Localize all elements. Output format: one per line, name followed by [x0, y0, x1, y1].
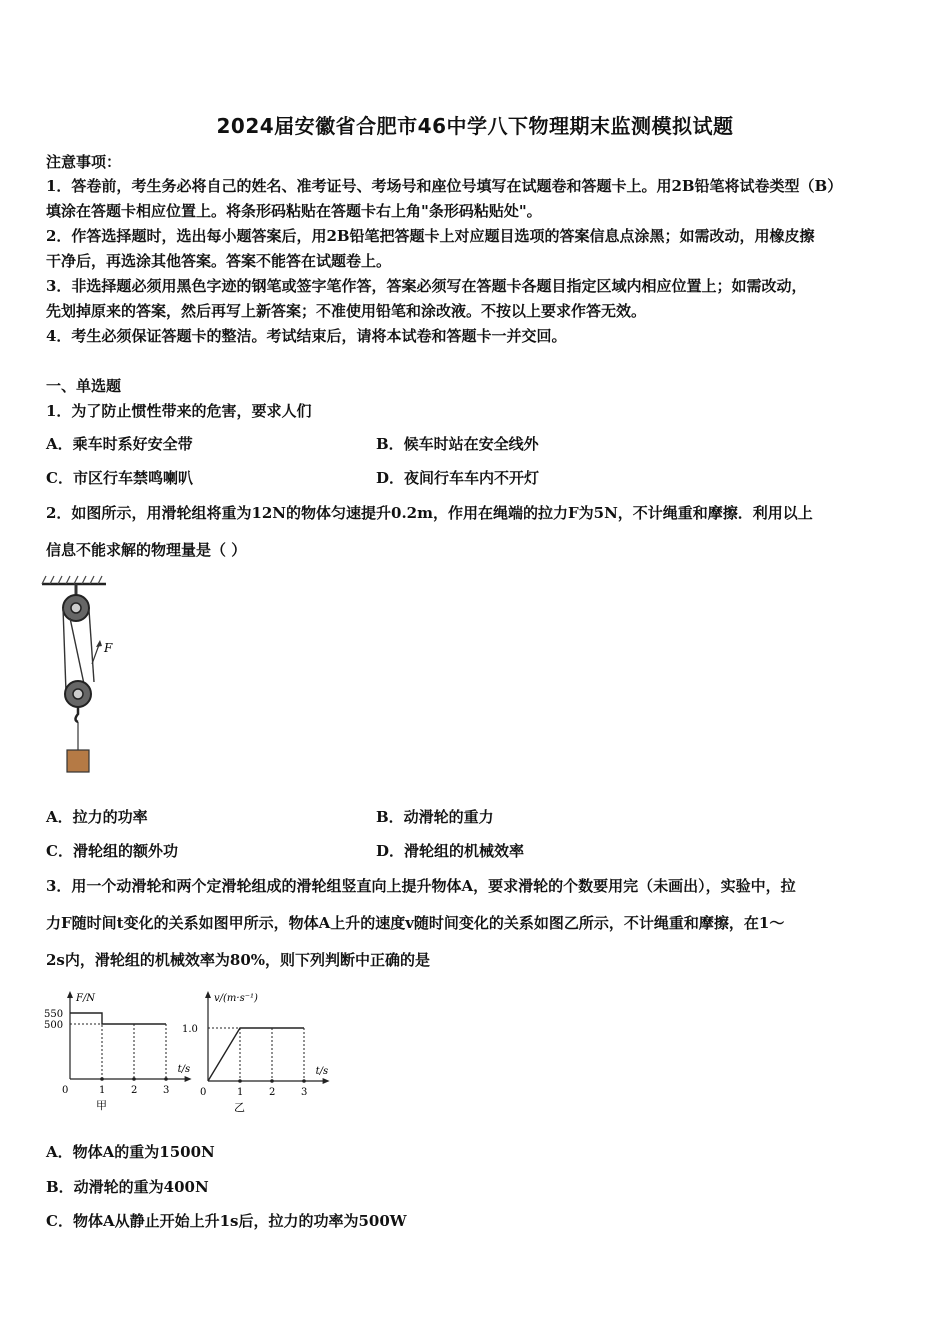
q3-stem-line3: 2s内，滑轮组的机械效率为80%，则下列判断中正确的是	[46, 951, 431, 969]
chart-caption: 乙	[234, 1101, 245, 1114]
rope	[70, 618, 84, 684]
hook-icon	[76, 707, 79, 722]
q2-option-c: C．滑轮组的额外功	[46, 842, 178, 860]
notes-line: 4．考生必须保证答题卡的整洁。考试结束后，请将本试卷和答题卡一并交回。	[46, 327, 567, 345]
y-axis-arrow-icon	[205, 991, 211, 998]
x-tick-label: 3	[163, 1085, 170, 1096]
q1-option-c: C．市区行车禁鸣喇叭	[46, 469, 193, 487]
q2-stem-line2: 信息不能求解的物理量是（ ）	[46, 541, 247, 559]
chart-caption: 甲	[96, 1099, 107, 1112]
series-line	[70, 1013, 166, 1024]
rope	[89, 610, 94, 682]
q3-stem-line1: 3．用一个动滑轮和两个定滑轮组成的滑轮组竖直向上提升物体A，要求滑轮的个数要用完（未画出），实验中，拉	[46, 877, 796, 895]
chart-velocity-time	[182, 985, 342, 1120]
page-title: 2024届安徽省合肥市46中学八下物理期末监测模拟试题	[216, 114, 734, 138]
notes-line: 1．答卷前，考生务必将自己的姓名、准考证号、考场号和座位号填写在试题卷和答题卡上。用2B铅笔将试卷类型（B）	[46, 177, 843, 195]
q2-option-d: D．滑轮组的机械效率	[376, 842, 525, 860]
q2-stem-line1: 2．如图所示，用滑轮组将重为12N的物体匀速提升0.2m，作用在绳端的拉力F为5N，不计绳重和摩擦．利用以上	[46, 504, 813, 522]
x-tick-label: 2	[269, 1087, 276, 1098]
rope	[63, 608, 66, 692]
q1-option-d: D．夜间行车车内不开灯	[376, 469, 540, 487]
x-tick-label: 2	[131, 1085, 138, 1096]
q2-option-b: B．动滑轮的重力	[376, 808, 494, 826]
x-axis-arrow-icon	[323, 1078, 330, 1084]
x-tick-label: 0	[62, 1085, 69, 1096]
notes-line: 2．作答选择题时，选出每小题答案后，用2B铅笔把答题卡上对应题目选项的答案信息点涂黑；如需改动，用橡皮擦	[46, 227, 815, 245]
weight-block	[67, 750, 89, 772]
y-tick-label: 550	[44, 1009, 64, 1020]
x-axis-label: t/s	[177, 1064, 191, 1075]
x-tick-label: 3	[301, 1087, 308, 1098]
pulley-figure	[40, 574, 140, 784]
notes-line: 填涂在答题卡相应位置上。将条形码粘贴在答题卡右上角"条形码粘贴处"。	[46, 202, 542, 220]
arrow-head-icon	[96, 640, 102, 647]
q3-option-b: B．动滑轮的重为400N	[46, 1178, 209, 1196]
notes-heading: 注意事项：	[46, 153, 122, 171]
q1-option-b: B．候车时站在安全线外	[376, 435, 539, 453]
x-tick-label: 1	[99, 1085, 106, 1096]
y-tick-label: 1.0	[182, 1024, 198, 1035]
q3-option-a: A．物体A的重为1500N	[46, 1143, 215, 1161]
series-line	[208, 1028, 304, 1081]
chart-force-time	[40, 985, 200, 1120]
force-label: F	[104, 641, 113, 655]
x-tick-label: 1	[237, 1087, 244, 1098]
q2-option-a: A．拉力的功率	[46, 808, 148, 826]
notes-line: 干净后，再选涂其他答案。答案不能答在试题卷上。	[46, 252, 392, 270]
x-tick-label: 0	[200, 1087, 207, 1098]
q3-option-c: C．物体A从静止开始上升1s后，拉力的功率为500W	[46, 1212, 407, 1230]
y-axis-arrow-icon	[67, 991, 73, 998]
notes-line: 3．非选择题必须用黑色字迹的钢笔或签字笔作答，答案必须写在答题卡各题目指定区域内相应位置上；如需改动，	[46, 277, 807, 295]
q3-stem-line2: 力F随时间t变化的关系如图甲所示，物体A上升的速度v随时间变化的关系如图乙所示，不计绳重和摩擦，在1～	[46, 914, 785, 932]
y-axis-label: v/(m·s⁻¹)	[214, 993, 258, 1004]
q1-stem: 1．为了防止惯性带来的危害，要求人们	[46, 402, 312, 420]
notes-line: 先划掉原来的答案，然后再写上新答案；不准使用铅笔和涂改液。不按以上要求作答无效。	[46, 302, 647, 320]
x-axis-label: t/s	[315, 1066, 329, 1077]
section-heading: 一、单选题	[46, 377, 122, 395]
q1-option-a: A．乘车时系好安全带	[46, 435, 193, 453]
y-axis-label: F/N	[76, 993, 96, 1004]
y-tick-label: 500	[44, 1020, 64, 1031]
